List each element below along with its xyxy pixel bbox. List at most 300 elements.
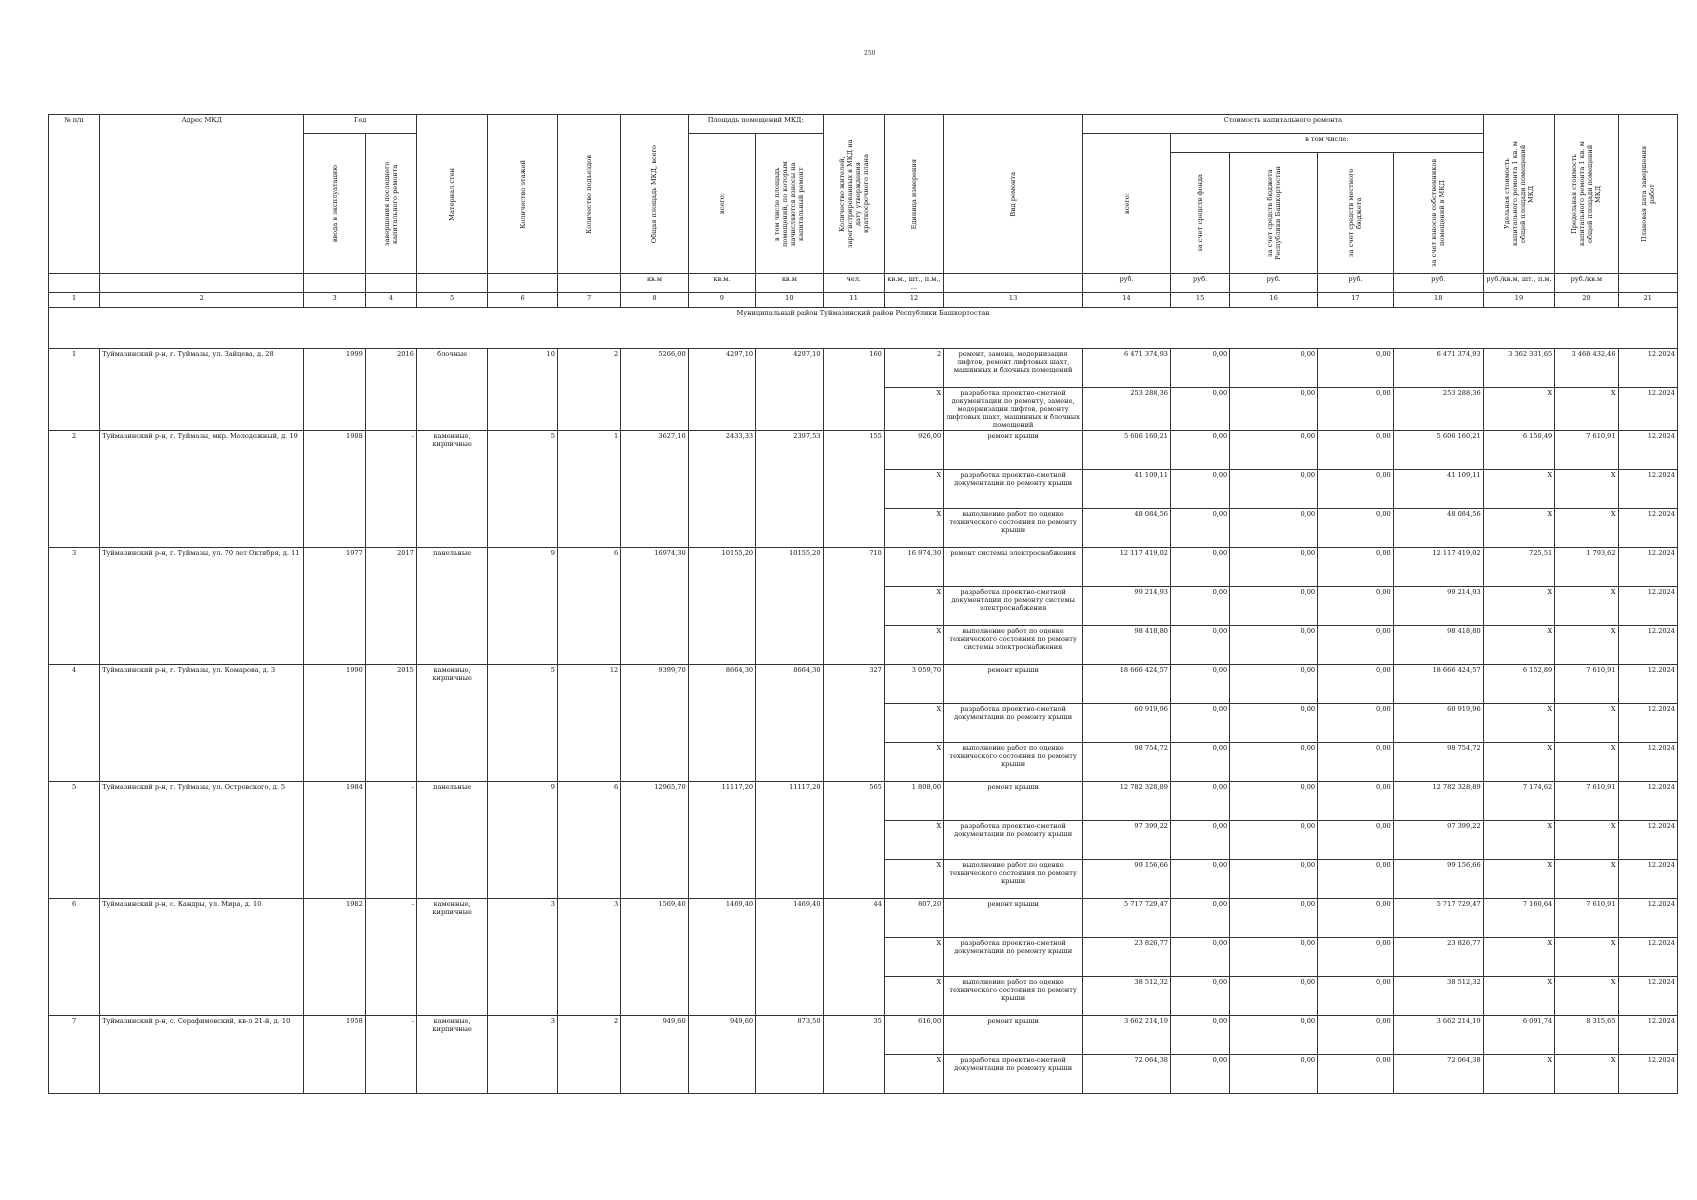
cost-republic: 0,00 bbox=[1230, 470, 1318, 509]
repair-type: ремонт, замена, модернизация лифтов, ремонт лифтовых шахт, машинных и блочных помещений bbox=[944, 349, 1083, 388]
max-cost: 7 610,91 bbox=[1555, 899, 1618, 938]
header-no: № п/п bbox=[49, 115, 100, 274]
table-row bbox=[49, 782, 1678, 821]
header-residents: Количество жителей, зарегистрированных в МКД на дату утверждения краткосрочного плана bbox=[837, 139, 870, 249]
max-cost: 7 610,91 bbox=[1555, 665, 1618, 704]
residents-count: 327 bbox=[823, 665, 884, 782]
cost-total: 60 919,96 bbox=[1083, 704, 1171, 743]
cost-republic: 0,00 bbox=[1230, 704, 1318, 743]
cost-owners: 253 288,36 bbox=[1393, 388, 1483, 431]
total-area: 9399,70 bbox=[621, 665, 688, 782]
specific-cost: 7 174,62 bbox=[1483, 782, 1555, 821]
residents-count: 160 bbox=[823, 349, 884, 431]
cost-republic: 0,00 bbox=[1230, 782, 1318, 821]
cost-total: 5 717 729,47 bbox=[1083, 899, 1171, 938]
cost-total: 99 156,66 bbox=[1083, 860, 1171, 899]
cost-republic: 0,00 bbox=[1230, 349, 1318, 388]
year-last-repair: 2015 bbox=[365, 665, 416, 782]
floors-count: 5 bbox=[488, 665, 557, 782]
cost-total: 99 214,93 bbox=[1083, 587, 1171, 626]
max-cost: X bbox=[1555, 626, 1618, 665]
premises-area-repair: 8664,30 bbox=[756, 665, 823, 782]
deadline: 12.2024 bbox=[1618, 1055, 1677, 1094]
premises-area-repair: 1469,40 bbox=[756, 899, 823, 1016]
header-cost-total: всего: bbox=[1122, 193, 1131, 214]
table-row bbox=[49, 665, 1678, 704]
cost-local: 0,00 bbox=[1318, 431, 1394, 470]
floors-count: 3 bbox=[488, 899, 557, 1016]
cost-total: 98 418,80 bbox=[1083, 626, 1171, 665]
repair-type: выполнение работ по оценке технического состояния по ремонту крыши bbox=[944, 509, 1083, 548]
column-number: 16 bbox=[1230, 293, 1318, 308]
cost-fund: 0,00 bbox=[1170, 665, 1229, 704]
building-address: Туймазинский р-н, г. Туймазы, ул. Комарова, д. 3 bbox=[100, 665, 304, 782]
cost-republic: 0,00 bbox=[1230, 860, 1318, 899]
cost-owners: 18 666 424,57 bbox=[1393, 665, 1483, 704]
repair-type: разработка проектно-сметной документации по ремонту системы электроснабжения bbox=[944, 587, 1083, 626]
year-commission: 1988 bbox=[304, 431, 365, 548]
max-cost: X bbox=[1555, 470, 1618, 509]
repair-type: ремонт крыши bbox=[944, 1016, 1083, 1055]
header-cost-owners: за счет взносов собственников помещений в МКД bbox=[1430, 158, 1447, 268]
building-address: Туймазинский р-н, с. Кандры, ул. Мира, д. 10 bbox=[100, 899, 304, 1016]
specific-cost: X bbox=[1483, 938, 1555, 977]
column-number: 10 bbox=[756, 293, 823, 308]
column-number: 18 bbox=[1393, 293, 1483, 308]
specific-cost: 6 152,89 bbox=[1483, 665, 1555, 704]
units-row bbox=[49, 274, 1678, 293]
cost-local: 0,00 bbox=[1318, 388, 1394, 431]
municipality-title: Муниципальный район Туймазинский район Республики Башкортостан bbox=[49, 308, 1678, 349]
page-number: 250 bbox=[864, 50, 876, 57]
cost-republic: 0,00 bbox=[1230, 388, 1318, 431]
deadline: 12.2024 bbox=[1618, 509, 1677, 548]
residents-count: 710 bbox=[823, 548, 884, 665]
cost-local: 0,00 bbox=[1318, 548, 1394, 587]
premises-area-repair: 11117,20 bbox=[756, 782, 823, 899]
table-row bbox=[49, 899, 1678, 938]
max-cost: X bbox=[1555, 743, 1618, 782]
cost-republic: 0,00 bbox=[1230, 821, 1318, 860]
repair-type: выполнение работ по оценке технического состояния по ремонту крыши bbox=[944, 860, 1083, 899]
cost-owners: 99 156,66 bbox=[1393, 860, 1483, 899]
unit-cell: руб. bbox=[1170, 274, 1229, 293]
specific-cost: 6 150,49 bbox=[1483, 431, 1555, 470]
cost-fund: 0,00 bbox=[1170, 626, 1229, 665]
cost-local: 0,00 bbox=[1318, 1055, 1394, 1094]
table-body bbox=[49, 308, 1678, 1094]
header-cost-republic: за счет средств бюджета Республики Башкортостан bbox=[1265, 166, 1282, 260]
year-last-repair: - bbox=[365, 782, 416, 899]
work-quantity: X bbox=[884, 470, 943, 509]
header-deadline: Плановая дата завершения работ bbox=[1639, 145, 1656, 243]
specific-cost: X bbox=[1483, 388, 1555, 431]
column-number: 2 bbox=[100, 293, 304, 308]
row-number: 6 bbox=[49, 899, 100, 1016]
residents-count: 44 bbox=[823, 899, 884, 1016]
unit-cell: руб. bbox=[1230, 274, 1318, 293]
table-row bbox=[49, 548, 1678, 587]
cost-fund: 0,00 bbox=[1170, 704, 1229, 743]
column-number: 3 bbox=[304, 293, 365, 308]
work-quantity: X bbox=[884, 860, 943, 899]
year-last-repair: - bbox=[365, 431, 416, 548]
cost-local: 0,00 bbox=[1318, 782, 1394, 821]
deadline: 12.2024 bbox=[1618, 821, 1677, 860]
cost-total: 72 064,38 bbox=[1083, 1055, 1171, 1094]
deadline: 12.2024 bbox=[1618, 626, 1677, 665]
specific-cost: X bbox=[1483, 587, 1555, 626]
max-cost: X bbox=[1555, 509, 1618, 548]
table-row bbox=[49, 1016, 1678, 1055]
total-area: 3627,10 bbox=[621, 431, 688, 548]
cost-local: 0,00 bbox=[1318, 743, 1394, 782]
deadline: 12.2024 bbox=[1618, 431, 1677, 470]
cost-owners: 97 399,22 bbox=[1393, 821, 1483, 860]
cost-owners: 48 084,56 bbox=[1393, 509, 1483, 548]
cost-fund: 0,00 bbox=[1170, 977, 1229, 1016]
cost-owners: 60 919,96 bbox=[1393, 704, 1483, 743]
cost-local: 0,00 bbox=[1318, 704, 1394, 743]
repair-type: выполнение работ по оценке технического состояния по ремонту крыши bbox=[944, 743, 1083, 782]
header-unit: Единица измерения bbox=[910, 158, 918, 230]
column-number: 17 bbox=[1318, 293, 1394, 308]
cost-fund: 0,00 bbox=[1170, 860, 1229, 899]
cost-total: 38 512,32 bbox=[1083, 977, 1171, 1016]
specific-cost: X bbox=[1483, 743, 1555, 782]
column-number: 12 bbox=[884, 293, 943, 308]
cost-total: 253 288,36 bbox=[1083, 388, 1171, 431]
cost-local: 0,00 bbox=[1318, 938, 1394, 977]
max-cost: X bbox=[1555, 938, 1618, 977]
cost-owners: 98 418,80 bbox=[1393, 626, 1483, 665]
header-year: Год bbox=[304, 115, 416, 134]
unit-cell: чел. bbox=[823, 274, 884, 293]
cost-local: 0,00 bbox=[1318, 899, 1394, 938]
work-quantity: 3 059,70 bbox=[884, 665, 943, 704]
table-header bbox=[49, 115, 1678, 308]
cost-owners: 41 109,11 bbox=[1393, 470, 1483, 509]
specific-cost: X bbox=[1483, 704, 1555, 743]
column-number: 8 bbox=[621, 293, 688, 308]
deadline: 12.2024 bbox=[1618, 349, 1677, 388]
column-number: 20 bbox=[1555, 293, 1618, 308]
cost-fund: 0,00 bbox=[1170, 548, 1229, 587]
deadline: 12.2024 bbox=[1618, 665, 1677, 704]
year-commission: 1984 bbox=[304, 782, 365, 899]
specific-cost: X bbox=[1483, 626, 1555, 665]
work-quantity: 16 974,30 bbox=[884, 548, 943, 587]
building-address: Туймазинский р-н, г. Туймазы, мкр. Молодежный, д. 19 bbox=[100, 431, 304, 548]
cost-fund: 0,00 bbox=[1170, 821, 1229, 860]
header-premises-area: Площадь помещений МКД: bbox=[688, 115, 823, 134]
cost-fund: 0,00 bbox=[1170, 899, 1229, 938]
year-commission: 1999 bbox=[304, 349, 365, 431]
cost-owners: 6 471 374,93 bbox=[1393, 349, 1483, 388]
repair-type: ремонт крыши bbox=[944, 431, 1083, 470]
cost-total: 12 117 419,02 bbox=[1083, 548, 1171, 587]
entrances-count: 3 bbox=[557, 899, 620, 1016]
cost-total: 18 666 424,57 bbox=[1083, 665, 1171, 704]
deadline: 12.2024 bbox=[1618, 860, 1677, 899]
building-address: Туймазинский р-н, г. Туймазы, ул. Островского, д. 5 bbox=[100, 782, 304, 899]
cost-owners: 99 214,93 bbox=[1393, 587, 1483, 626]
cost-fund: 0,00 bbox=[1170, 743, 1229, 782]
header-repair-type: Вид ремонта bbox=[1009, 171, 1018, 217]
residents-count: 35 bbox=[823, 1016, 884, 1094]
max-cost: 1 793,62 bbox=[1555, 548, 1618, 587]
residents-count: 565 bbox=[823, 782, 884, 899]
deadline: 12.2024 bbox=[1618, 470, 1677, 509]
header-year-commission: ввода в эксплуатацию bbox=[330, 164, 339, 243]
total-area: 12965,70 bbox=[621, 782, 688, 899]
cost-owners: 12 117 419,02 bbox=[1393, 548, 1483, 587]
total-area: 5266,00 bbox=[621, 349, 688, 431]
cost-local: 0,00 bbox=[1318, 509, 1394, 548]
entrances-count: 12 bbox=[557, 665, 620, 782]
premises-area: 10155,20 bbox=[688, 548, 755, 665]
column-number: 9 bbox=[688, 293, 755, 308]
repair-type: разработка проектно-сметной документации по ремонту крыши bbox=[944, 704, 1083, 743]
year-last-repair: 2016 bbox=[365, 349, 416, 431]
cost-local: 0,00 bbox=[1318, 626, 1394, 665]
specific-cost: X bbox=[1483, 470, 1555, 509]
floors-count: 3 bbox=[488, 1016, 557, 1094]
unit-cell: кв.м. bbox=[688, 274, 755, 293]
specific-cost: 3 362 331,65 bbox=[1483, 349, 1555, 388]
floors-count: 10 bbox=[488, 349, 557, 431]
row-number: 2 bbox=[49, 431, 100, 548]
deadline: 12.2024 bbox=[1618, 548, 1677, 587]
premises-area: 949,60 bbox=[688, 1016, 755, 1094]
building-address: Туймазинский р-н, с. Серафимовский, кв-л 21-й, д. 10 bbox=[100, 1016, 304, 1094]
table-row bbox=[49, 431, 1678, 470]
cost-fund: 0,00 bbox=[1170, 388, 1229, 431]
deadline: 12.2024 bbox=[1618, 938, 1677, 977]
cost-owners: 12 782 328,89 bbox=[1393, 782, 1483, 821]
cost-owners: 3 662 214,19 bbox=[1393, 1016, 1483, 1055]
premises-area-repair: 10155,20 bbox=[756, 548, 823, 665]
cost-local: 0,00 bbox=[1318, 349, 1394, 388]
header-wall-material: Материал стен bbox=[448, 167, 457, 221]
repair-type: ремонт крыши bbox=[944, 899, 1083, 938]
work-quantity: 2 bbox=[884, 349, 943, 388]
row-number: 5 bbox=[49, 782, 100, 899]
year-last-repair: - bbox=[365, 1016, 416, 1094]
cost-local: 0,00 bbox=[1318, 470, 1394, 509]
repair-type: разработка проектно-сметной документации по ремонту крыши bbox=[944, 470, 1083, 509]
cost-republic: 0,00 bbox=[1230, 665, 1318, 704]
cost-total: 6 471 374,93 bbox=[1083, 349, 1171, 388]
work-quantity: X bbox=[884, 509, 943, 548]
cost-fund: 0,00 bbox=[1170, 782, 1229, 821]
work-quantity: X bbox=[884, 587, 943, 626]
work-quantity: 616,00 bbox=[884, 1016, 943, 1055]
max-cost: 7 610,91 bbox=[1555, 431, 1618, 470]
premises-area-repair: 4297,10 bbox=[756, 349, 823, 431]
header-floors: Количество этажей bbox=[518, 159, 527, 229]
entrances-count: 2 bbox=[557, 1016, 620, 1094]
total-area: 1569,40 bbox=[621, 899, 688, 1016]
entrances-count: 1 bbox=[557, 431, 620, 548]
max-cost: 8 315,65 bbox=[1555, 1016, 1618, 1055]
header-cost: Стоимость капитального ремонта bbox=[1083, 115, 1484, 134]
specific-cost: 725,51 bbox=[1483, 548, 1555, 587]
header-max-cost: Предельная стоимость капитального ремонта 1 кв. м общей площади помещений МКД bbox=[1570, 141, 1603, 247]
unit-cell: руб. bbox=[1393, 274, 1483, 293]
unit-cell: руб./кв.м bbox=[1555, 274, 1618, 293]
unit-cell: кв.м., шт., п.м., ... bbox=[884, 274, 943, 293]
year-commission: 1982 bbox=[304, 899, 365, 1016]
cost-total: 5 606 160,21 bbox=[1083, 431, 1171, 470]
cost-republic: 0,00 bbox=[1230, 548, 1318, 587]
year-commission: 1977 bbox=[304, 548, 365, 665]
premises-area-repair: 873,50 bbox=[756, 1016, 823, 1094]
wall-material: каменные, кирпичные bbox=[416, 1016, 488, 1094]
cost-fund: 0,00 bbox=[1170, 1055, 1229, 1094]
cost-owners: 38 512,32 bbox=[1393, 977, 1483, 1016]
premises-area: 4297,10 bbox=[688, 349, 755, 431]
deadline: 12.2024 bbox=[1618, 704, 1677, 743]
header-premises-total: всего: bbox=[717, 193, 726, 214]
entrances-count: 6 bbox=[557, 782, 620, 899]
premises-area: 11117,20 bbox=[688, 782, 755, 899]
deadline: 12.2024 bbox=[1618, 743, 1677, 782]
column-number: 6 bbox=[488, 293, 557, 308]
max-cost: X bbox=[1555, 860, 1618, 899]
max-cost: X bbox=[1555, 704, 1618, 743]
row-number: 4 bbox=[49, 665, 100, 782]
cost-local: 0,00 bbox=[1318, 977, 1394, 1016]
cost-total: 12 782 328,89 bbox=[1083, 782, 1171, 821]
wall-material: панельные bbox=[416, 782, 488, 899]
wall-material: каменные, кирпичные bbox=[416, 665, 488, 782]
cost-total: 41 109,11 bbox=[1083, 470, 1171, 509]
unit-cell: кв.м bbox=[621, 274, 688, 293]
wall-material: блочные bbox=[416, 349, 488, 431]
column-number: 21 bbox=[1618, 293, 1677, 308]
entrances-count: 2 bbox=[557, 349, 620, 431]
entrances-count: 6 bbox=[557, 548, 620, 665]
year-last-repair: - bbox=[365, 899, 416, 1016]
floors-count: 9 bbox=[488, 782, 557, 899]
work-quantity: X bbox=[884, 388, 943, 431]
repair-type: ремонт системы электроснабжения bbox=[944, 548, 1083, 587]
floors-count: 5 bbox=[488, 431, 557, 548]
deadline: 12.2024 bbox=[1618, 1016, 1677, 1055]
max-cost: X bbox=[1555, 1055, 1618, 1094]
specific-cost: X bbox=[1483, 860, 1555, 899]
cost-local: 0,00 bbox=[1318, 1016, 1394, 1055]
repair-type: ремонт крыши bbox=[944, 665, 1083, 704]
repair-type: разработка проектно-сметной документации по ремонту, замене, модернизации лифтов, ремонту лифтовых шахт, машинных и блочных помещений bbox=[944, 388, 1083, 431]
repair-type: разработка проектно-сметной документации по ремонту крыши bbox=[944, 1055, 1083, 1094]
repair-type: разработка проектно-сметной документации по ремонту крыши bbox=[944, 821, 1083, 860]
column-number: 19 bbox=[1483, 293, 1555, 308]
column-number: 15 bbox=[1170, 293, 1229, 308]
cost-republic: 0,00 bbox=[1230, 587, 1318, 626]
year-commission: 1958 bbox=[304, 1016, 365, 1094]
work-quantity: X bbox=[884, 977, 943, 1016]
cost-republic: 0,00 bbox=[1230, 1055, 1318, 1094]
header-total-area: Общая площадь МКД, всего bbox=[650, 144, 659, 244]
total-area: 16974,30 bbox=[621, 548, 688, 665]
column-numbers-row bbox=[49, 293, 1678, 308]
capital-repair-table bbox=[48, 114, 1678, 1094]
work-quantity: X bbox=[884, 938, 943, 977]
column-number: 14 bbox=[1083, 293, 1171, 308]
deadline: 12.2024 bbox=[1618, 782, 1677, 821]
specific-cost: 6 091,74 bbox=[1483, 1016, 1555, 1055]
cost-republic: 0,00 bbox=[1230, 743, 1318, 782]
column-number: 7 bbox=[557, 293, 620, 308]
repair-type: разработка проектно-сметной документации по ремонту крыши bbox=[944, 938, 1083, 977]
unit-cell: кв.м bbox=[756, 274, 823, 293]
deadline: 12.2024 bbox=[1618, 388, 1677, 431]
repair-type: ремонт крыши bbox=[944, 782, 1083, 821]
header-address: Адрес МКД bbox=[100, 115, 304, 274]
header-specific-cost: Удельная стоимость капитального ремонта 1 кв. м общей площади помещений МКД bbox=[1502, 141, 1535, 247]
unit-cell: руб. bbox=[1083, 274, 1171, 293]
cost-republic: 0,00 bbox=[1230, 977, 1318, 1016]
residents-count: 155 bbox=[823, 431, 884, 548]
cost-owners: 23 826,77 bbox=[1393, 938, 1483, 977]
cost-republic: 0,00 bbox=[1230, 1016, 1318, 1055]
specific-cost: 7 160,64 bbox=[1483, 899, 1555, 938]
wall-material: каменные, кирпичные bbox=[416, 431, 488, 548]
repair-type: выполнение работ по оценке технического состояния по ремонту крыши bbox=[944, 977, 1083, 1016]
header-cost-local: за счет средств местного бюджета bbox=[1347, 168, 1364, 258]
wall-material: панельные bbox=[416, 548, 488, 665]
column-number: 11 bbox=[823, 293, 884, 308]
wall-material: каменные, кирпичные bbox=[416, 899, 488, 1016]
specific-cost: X bbox=[1483, 977, 1555, 1016]
deadline: 12.2024 bbox=[1618, 899, 1677, 938]
cost-republic: 0,00 bbox=[1230, 626, 1318, 665]
header-premises-repair: в том числе площадь помещений, по которым начисляются взносы на капитальный ремонт bbox=[773, 160, 806, 247]
specific-cost: X bbox=[1483, 821, 1555, 860]
work-quantity: 1 808,00 bbox=[884, 782, 943, 821]
cost-fund: 0,00 bbox=[1170, 349, 1229, 388]
cost-owners: 5 606 160,21 bbox=[1393, 431, 1483, 470]
cost-local: 0,00 bbox=[1318, 587, 1394, 626]
cost-owners: 72 064,38 bbox=[1393, 1055, 1483, 1094]
max-cost: 7 610,91 bbox=[1555, 782, 1618, 821]
cost-local: 0,00 bbox=[1318, 821, 1394, 860]
work-quantity: 926,00 bbox=[884, 431, 943, 470]
work-quantity: X bbox=[884, 1055, 943, 1094]
building-address: Туймазинский р-н, г. Туймазы, ул. Зайцева, д. 28 bbox=[100, 349, 304, 431]
premises-area: 8664,30 bbox=[688, 665, 755, 782]
column-number: 13 bbox=[944, 293, 1083, 308]
year-commission: 1990 bbox=[304, 665, 365, 782]
max-cost: X bbox=[1555, 977, 1618, 1016]
header-entrances: Количество подъездов bbox=[585, 154, 594, 234]
cost-fund: 0,00 bbox=[1170, 509, 1229, 548]
unit-cell: руб./кв.м, шт., п.м. bbox=[1483, 274, 1555, 293]
row-number: 3 bbox=[49, 548, 100, 665]
repair-type: выполнение работ по оценке технического состояния по ремонту системы электроснабжения bbox=[944, 626, 1083, 665]
column-number: 1 bbox=[49, 293, 100, 308]
cost-local: 0,00 bbox=[1318, 665, 1394, 704]
work-quantity: X bbox=[884, 626, 943, 665]
work-quantity: X bbox=[884, 704, 943, 743]
floors-count: 9 bbox=[488, 548, 557, 665]
unit-cell: руб. bbox=[1318, 274, 1394, 293]
header-cost-fund: за счет средств фонда bbox=[1196, 174, 1205, 252]
building-address: Туймазинский р-н, г. Туймазы, ул. 70 лет Октября, д. 11 bbox=[100, 548, 304, 665]
column-number: 4 bbox=[365, 293, 416, 308]
